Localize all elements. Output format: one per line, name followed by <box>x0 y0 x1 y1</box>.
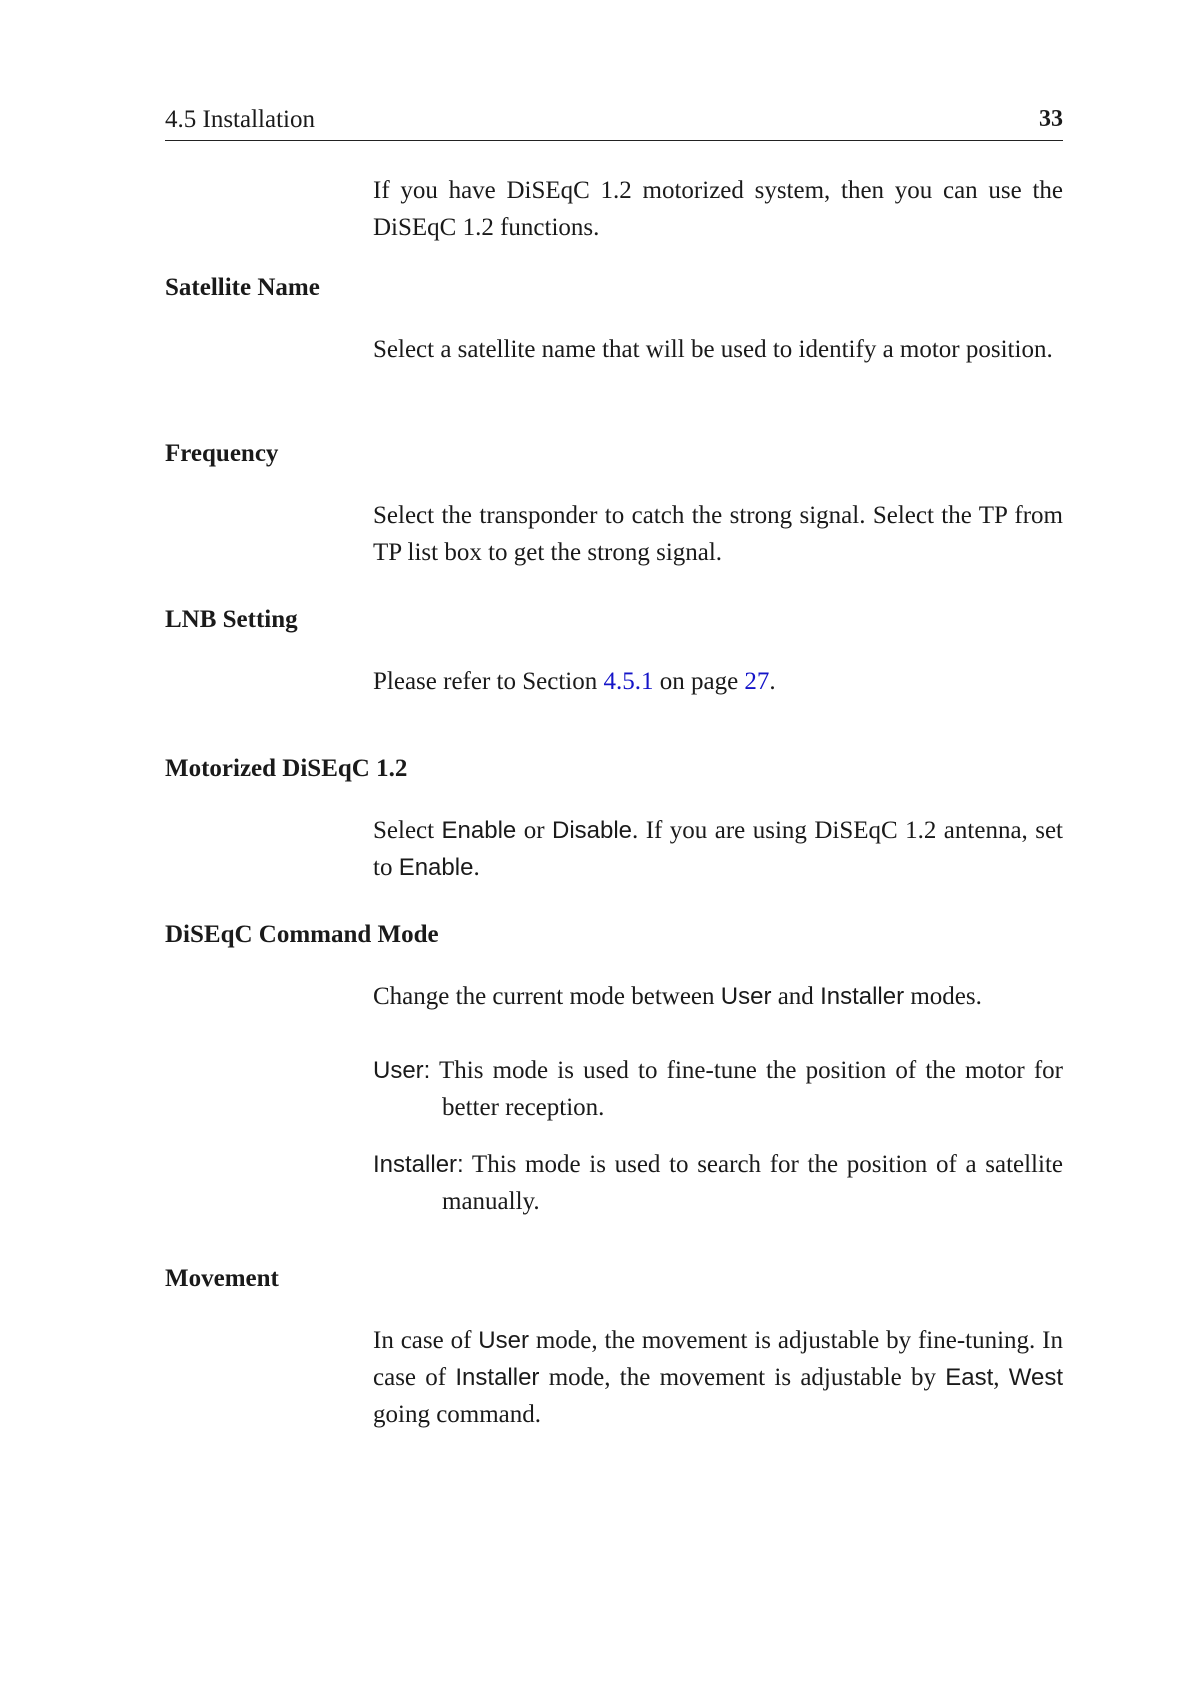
option-disable: Disable <box>551 817 633 844</box>
heading-satellite-name: Satellite Name <box>165 274 320 301</box>
direction-east: East <box>945 1364 994 1391</box>
intro-paragraph: If you have DiSEqC 1.2 motorized system, then you can use the DiSEqC 1.2 functions. <box>373 177 1063 241</box>
page-number: 33 <box>1039 106 1063 132</box>
description-term: Installer: <box>373 1151 464 1178</box>
page-link[interactable]: 27 <box>744 668 770 695</box>
running-header <box>165 106 1063 141</box>
description-item-user: User: This mode is used to fine-tune the position of the motor for better reception. <box>373 1057 1063 1121</box>
direction-west: West <box>1008 1364 1064 1391</box>
option-enable: Enable <box>441 817 517 844</box>
section-link[interactable]: 4.5.1 <box>603 668 654 695</box>
motorized-paragraph: Select Enable or Disable. If you are using DiSEqC 1.2 antenna, set to Enable. <box>373 817 1064 881</box>
mode-installer: Installer <box>455 1364 540 1391</box>
heading-command-mode: DiSEqC Command Mode <box>165 921 439 948</box>
description-term: User: <box>373 1057 431 1084</box>
mode-user: User <box>478 1327 529 1354</box>
command-mode-paragraph: Change the current mode between User and Installer modes. <box>373 983 982 1010</box>
description-item-installer: Installer: This mode is used to search for the position of a satellite manually. <box>373 1151 1063 1215</box>
movement-paragraph: In case of User mode, the movement is adjustable by fine-tuning. In case of Installer mode, the movement is adjustable by East, West going command. <box>373 1327 1064 1428</box>
satellite-name-paragraph: Select a satellite name that will be used to identify a motor position. <box>373 336 1053 363</box>
frequency-paragraph: Select the transponder to catch the strong signal. Select the TP from TP list box to get the strong signal. <box>373 502 1063 566</box>
mode-user: User <box>720 983 772 1010</box>
heading-lnb-setting: LNB Setting <box>165 606 298 633</box>
lnb-setting-paragraph: Please refer to Section 4.5.1 on page 27. <box>373 668 776 695</box>
mode-installer: Installer <box>820 983 905 1010</box>
heading-frequency: Frequency <box>165 440 279 467</box>
header-section-title: 4.5 Installation <box>165 106 315 133</box>
option-enable: Enable <box>398 854 474 881</box>
heading-movement: Movement <box>165 1265 279 1292</box>
heading-motorized-diseqc: Motorized DiSEqC 1.2 <box>165 755 408 782</box>
